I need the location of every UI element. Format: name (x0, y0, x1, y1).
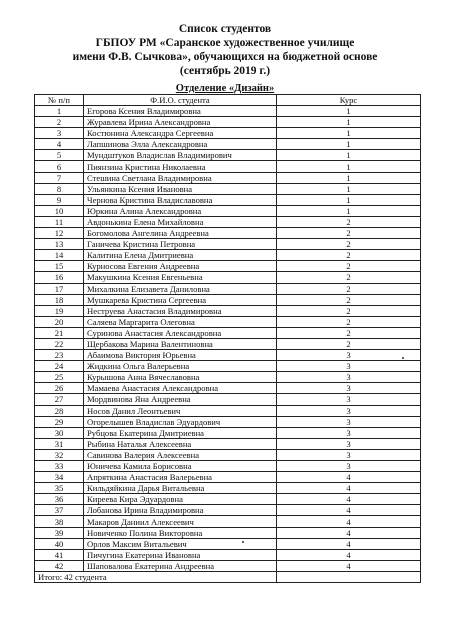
title-line-3: имени Ф.В. Сычкова», обучающихся на бюджетной основе (72, 51, 378, 63)
row-number-cell: 8 (35, 183, 84, 194)
row-number-cell: 37 (35, 505, 84, 516)
student-name-cell: Савинова Валерия Алексеевна (84, 449, 277, 460)
row-number-cell: 40 (35, 538, 84, 549)
student-name-cell: Орлов Максим Витальевич (84, 538, 277, 549)
table-row (35, 461, 421, 472)
course-cell: 1 (277, 117, 421, 128)
course-cell: 1 (277, 106, 421, 117)
course-cell: 4 (277, 560, 421, 571)
course-cell: 4 (277, 494, 421, 505)
course-cell: 1 (277, 194, 421, 205)
table-row (35, 449, 421, 460)
table-row (35, 172, 421, 183)
row-number-cell: 14 (35, 250, 84, 261)
row-number-cell: 26 (35, 383, 84, 394)
student-name-cell: Пиянзина Кристина Николаевна (84, 161, 277, 172)
student-name-cell: Егорова Ксения Владимировна (84, 106, 277, 117)
course-cell: 1 (277, 139, 421, 150)
student-name-cell: Лапшинова Элла Александровна (84, 139, 277, 150)
student-name-cell: Журавлева Ирина Александровна (84, 117, 277, 128)
course-cell: 2 (277, 316, 421, 327)
row-number-cell: 38 (35, 516, 84, 527)
row-number-cell: 34 (35, 472, 84, 483)
student-name-cell: Жидкина Ольга Валерьевна (84, 361, 277, 372)
table-row (35, 316, 421, 327)
student-name-cell: Неструева Анастасия Владимировна (84, 305, 277, 316)
table-row (35, 560, 421, 571)
table-row (35, 372, 421, 383)
row-number-cell: 16 (35, 272, 84, 283)
student-name-cell: Рубцова Екатерина Дмитриевна (84, 427, 277, 438)
title-line-4: (сентябрь 2019 г.) (179, 65, 271, 77)
table-row (35, 350, 421, 361)
course-cell: 2 (277, 338, 421, 349)
row-number-cell: 6 (35, 161, 84, 172)
table-row (35, 527, 421, 538)
table-row (35, 416, 421, 427)
course-cell: 1 (277, 161, 421, 172)
student-name-cell: Ганичева Кристина Петровна (84, 239, 277, 250)
student-name-cell: Мордвинова Яна Андреевна (84, 394, 277, 405)
table-row (35, 361, 421, 372)
table-row (35, 139, 421, 150)
course-cell: 4 (277, 472, 421, 483)
student-name-cell: Стешина Светлана Владимировна (84, 172, 277, 183)
student-name-cell: Михалкина Елизавета Даниловна (84, 283, 277, 294)
row-number-cell: 35 (35, 483, 84, 494)
title-line-1: Список студентов (178, 23, 272, 35)
student-name-cell: Мундштуков Владислав Владимирович (84, 150, 277, 161)
course-cell: 2 (277, 283, 421, 294)
table-row (35, 150, 421, 161)
table-row (35, 438, 421, 449)
row-number-cell: 9 (35, 194, 84, 205)
course-cell: 3 (277, 427, 421, 438)
row-number-cell: 36 (35, 494, 84, 505)
student-name-cell: Юркина Алина Александровна (84, 205, 277, 216)
course-cell: 3 (277, 416, 421, 427)
course-cell: 2 (277, 250, 421, 261)
row-number-cell: 28 (35, 405, 84, 416)
course-cell: 4 (277, 505, 421, 516)
course-cell: 2 (277, 239, 421, 250)
row-number-cell: 21 (35, 327, 84, 338)
student-name-cell: Огорелышев Владислав Эдуардович (84, 416, 277, 427)
student-name-cell: Костюнина Александра Сергеевна (84, 128, 277, 139)
table-row (35, 205, 421, 216)
table-row (35, 427, 421, 438)
course-cell: 1 (277, 172, 421, 183)
table-row (35, 394, 421, 405)
course-cell: 3 (277, 372, 421, 383)
row-number-cell: 22 (35, 338, 84, 349)
column-header-course: Курс (277, 95, 421, 106)
row-number-cell: 1 (35, 106, 84, 117)
column-header-number: № п/п (35, 95, 84, 106)
row-number-cell: 32 (35, 449, 84, 460)
course-cell: 1 (277, 183, 421, 194)
student-name-cell: Ульянкина Ксения Ивановна (84, 183, 277, 194)
student-name-cell: Лобанова Ирина Владимировна (84, 505, 277, 516)
table-row (35, 538, 421, 549)
course-cell: 4 (277, 516, 421, 527)
row-number-cell: 15 (35, 261, 84, 272)
row-number-cell: 18 (35, 294, 84, 305)
row-number-cell: 27 (35, 394, 84, 405)
scan-speck (242, 541, 244, 543)
student-name-cell: Курышова Анна Вячеславовна (84, 372, 277, 383)
table-row (35, 194, 421, 205)
table-row (35, 216, 421, 227)
row-number-cell: 42 (35, 560, 84, 571)
course-cell: 4 (277, 527, 421, 538)
table-row (35, 549, 421, 560)
table-row (35, 516, 421, 527)
row-number-cell: 2 (35, 117, 84, 128)
column-header-name: Ф.И.О. студента (84, 95, 277, 106)
row-number-cell: 39 (35, 527, 84, 538)
department-heading: Отделение «Дизайн» (175, 83, 275, 94)
student-name-cell: Апряткина Анастасия Валерьевна (84, 472, 277, 483)
table-row (35, 239, 421, 250)
student-name-cell: Абаимова Виктория Юрьевна (84, 350, 277, 361)
table-row (35, 405, 421, 416)
table-row (35, 483, 421, 494)
table-row (35, 183, 421, 194)
row-number-cell: 10 (35, 205, 84, 216)
course-cell: 2 (277, 216, 421, 227)
table-row (35, 161, 421, 172)
table-body (35, 106, 421, 572)
student-name-cell: Кильдяйкина Дарья Витальевна (84, 483, 277, 494)
course-cell: 3 (277, 438, 421, 449)
course-cell: 1 (277, 128, 421, 139)
course-cell: 4 (277, 549, 421, 560)
table-row (35, 294, 421, 305)
student-name-cell: Авдонькина Елена Михайловна (84, 216, 277, 227)
student-name-cell: Курносова Евгения Андреевна (84, 261, 277, 272)
course-cell: 2 (277, 305, 421, 316)
row-number-cell: 24 (35, 361, 84, 372)
course-cell: 3 (277, 405, 421, 416)
student-name-cell: Рыбина Наталья Алексеевна (84, 438, 277, 449)
student-name-cell: Саляева Маргарита Олеговна (84, 316, 277, 327)
row-number-cell: 17 (35, 283, 84, 294)
total-blank-cell (277, 571, 421, 582)
table-row (35, 128, 421, 139)
student-name-cell: Макушкина Ксения Евгеньевна (84, 272, 277, 283)
table-row (35, 327, 421, 338)
course-cell: 2 (277, 294, 421, 305)
row-number-cell: 4 (35, 139, 84, 150)
course-cell: 3 (277, 394, 421, 405)
course-cell: 3 (277, 449, 421, 460)
row-number-cell: 19 (35, 305, 84, 316)
row-number-cell: 5 (35, 150, 84, 161)
row-number-cell: 41 (35, 549, 84, 560)
row-number-cell: 3 (35, 128, 84, 139)
student-name-cell: Носов Данил Леонтьевич (84, 405, 277, 416)
course-cell: 3 (277, 350, 421, 361)
student-name-cell: Чернова Кристина Владиславовна (84, 194, 277, 205)
table-row (35, 283, 421, 294)
row-number-cell: 25 (35, 372, 84, 383)
table-row (35, 494, 421, 505)
course-cell: 4 (277, 483, 421, 494)
table-row (35, 117, 421, 128)
course-cell: 2 (277, 327, 421, 338)
row-number-cell: 30 (35, 427, 84, 438)
table-row (35, 505, 421, 516)
course-cell: 1 (277, 205, 421, 216)
course-cell: 2 (277, 228, 421, 239)
table-row (35, 261, 421, 272)
row-number-cell: 11 (35, 216, 84, 227)
row-number-cell: 7 (35, 172, 84, 183)
total-label: Итого: 42 студента (35, 571, 277, 582)
student-name-cell: Калитина Елена Дмитриевна (84, 250, 277, 261)
row-number-cell: 29 (35, 416, 84, 427)
title-line-2: ГБПОУ РМ «Саранское художественное училище (95, 37, 355, 49)
course-cell: 1 (277, 150, 421, 161)
course-cell: 2 (277, 272, 421, 283)
table-row (35, 272, 421, 283)
table-row (35, 338, 421, 349)
course-cell: 4 (277, 538, 421, 549)
student-name-cell: Богомолова Ангелина Андреевна (84, 228, 277, 239)
student-name-cell: Пичугина Екатерина Ивановна (84, 549, 277, 560)
student-name-cell: Суринова Анастасия Александровна (84, 327, 277, 338)
row-number-cell: 13 (35, 239, 84, 250)
student-name-cell: Мушкарева Кристина Сергеевна (84, 294, 277, 305)
course-cell: 3 (277, 383, 421, 394)
students-table (34, 94, 421, 583)
student-name-cell: Макаров Даниил Алексеевич (84, 516, 277, 527)
student-name-cell: Шаповалова Екатерина Андреевна (84, 560, 277, 571)
student-name-cell: Юничева Камила Борисовна (84, 461, 277, 472)
student-name-cell: Новиченко Полина Викторовна (84, 527, 277, 538)
table-row (35, 228, 421, 239)
row-number-cell: 20 (35, 316, 84, 327)
document-title (0, 22, 450, 78)
row-number-cell: 33 (35, 461, 84, 472)
table-header-row (35, 95, 421, 106)
row-number-cell: 12 (35, 228, 84, 239)
table-row (35, 250, 421, 261)
student-name-cell: Киреева Кира Эдуардовна (84, 494, 277, 505)
student-name-cell: Щербакова Марина Валентиновна (84, 338, 277, 349)
row-number-cell: 23 (35, 350, 84, 361)
scan-speck (402, 357, 404, 359)
table-row (35, 106, 421, 117)
course-cell: 3 (277, 461, 421, 472)
table-row (35, 472, 421, 483)
total-row (35, 571, 421, 582)
table-row (35, 305, 421, 316)
course-cell: 2 (277, 261, 421, 272)
table-row (35, 383, 421, 394)
row-number-cell: 31 (35, 438, 84, 449)
student-name-cell: Мамаева Анастасия Александровна (84, 383, 277, 394)
course-cell: 3 (277, 361, 421, 372)
